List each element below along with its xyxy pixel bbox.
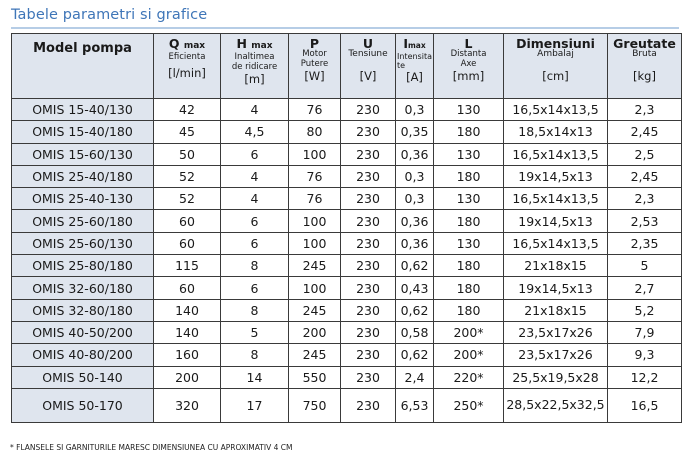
cell-model: OMIS 25-40-130 bbox=[12, 188, 154, 210]
table-body bbox=[12, 99, 682, 423]
cell-p: 100 bbox=[289, 232, 341, 254]
header-g-sub: Bruta bbox=[632, 49, 657, 59]
cell-l: 250* bbox=[434, 388, 504, 422]
cell-h: 6 bbox=[221, 210, 289, 232]
cell-l: 130 bbox=[434, 232, 504, 254]
parameters-table bbox=[11, 33, 682, 423]
cell-h: 17 bbox=[221, 388, 289, 422]
cell-g: 7,9 bbox=[608, 321, 682, 343]
cell-q: 160 bbox=[154, 344, 221, 366]
table-row bbox=[12, 99, 682, 121]
cell-p: 80 bbox=[289, 121, 341, 143]
header-i-unit: [A] bbox=[406, 70, 423, 84]
cell-model: OMIS 15-60/130 bbox=[12, 143, 154, 165]
header-l-sub1: Distanta bbox=[450, 49, 487, 59]
cell-g: 2,53 bbox=[608, 210, 682, 232]
header-u-unit: [V] bbox=[359, 68, 377, 83]
cell-q: 60 bbox=[154, 277, 221, 299]
header-u-sub: Tensiune bbox=[348, 49, 388, 59]
cell-q: 52 bbox=[154, 165, 221, 187]
table-row bbox=[12, 366, 682, 388]
cell-h: 4 bbox=[221, 99, 289, 121]
cell-l: 200* bbox=[434, 321, 504, 343]
cell-u: 230 bbox=[341, 255, 396, 277]
cell-p: 245 bbox=[289, 255, 341, 277]
cell-model: OMIS 40-80/200 bbox=[12, 344, 154, 366]
cell-dim: 16,5x14x13,5 bbox=[504, 232, 608, 254]
cell-dim: 16,5x14x13,5 bbox=[504, 188, 608, 210]
header-q bbox=[154, 34, 221, 99]
header-h-sub2: de ridicare bbox=[231, 61, 278, 72]
cell-dim: 16,5x14x13,5 bbox=[504, 143, 608, 165]
header-h-max: max bbox=[251, 41, 273, 51]
header-i bbox=[396, 34, 434, 99]
cell-dim: 25,5x19,5x28 bbox=[504, 366, 608, 388]
cell-i: 0,62 bbox=[396, 344, 434, 366]
cell-q: 60 bbox=[154, 210, 221, 232]
cell-l: 180 bbox=[434, 121, 504, 143]
header-q-main: Q bbox=[168, 36, 180, 51]
cell-i: 6,53 bbox=[396, 388, 434, 422]
header-p-sub1: Motor bbox=[302, 49, 327, 59]
cell-i: 2,4 bbox=[396, 366, 434, 388]
cell-q: 52 bbox=[154, 188, 221, 210]
cell-dim: 21x18x15 bbox=[504, 255, 608, 277]
cell-l: 180 bbox=[434, 277, 504, 299]
cell-i: 0,35 bbox=[396, 121, 434, 143]
cell-p: 200 bbox=[289, 321, 341, 343]
cell-p: 76 bbox=[289, 165, 341, 187]
header-q-max: max bbox=[183, 41, 206, 51]
header-model bbox=[12, 34, 154, 99]
cell-h: 4 bbox=[221, 165, 289, 187]
header-dim bbox=[504, 34, 608, 99]
cell-dim: 16,5x14x13,5 bbox=[504, 99, 608, 121]
cell-i: 0,58 bbox=[396, 321, 434, 343]
cell-h: 4 bbox=[221, 188, 289, 210]
cell-g: 2,7 bbox=[608, 277, 682, 299]
cell-i: 0,36 bbox=[396, 232, 434, 254]
header-h-main: H bbox=[236, 36, 247, 51]
cell-model: OMIS 15-40/130 bbox=[12, 99, 154, 121]
cell-g: 5,2 bbox=[608, 299, 682, 321]
cell-g: 2,35 bbox=[608, 232, 682, 254]
page-title: Tabele parametri si grafice bbox=[11, 7, 208, 23]
cell-model: OMIS 25-80/180 bbox=[12, 255, 154, 277]
cell-q: 140 bbox=[154, 299, 221, 321]
cell-g: 2,45 bbox=[608, 121, 682, 143]
header-dim-main: Dimensiuni bbox=[516, 36, 595, 51]
cell-u: 230 bbox=[341, 188, 396, 210]
cell-model: OMIS 50-170 bbox=[12, 388, 154, 422]
cell-l: 130 bbox=[434, 188, 504, 210]
table-row bbox=[12, 321, 682, 343]
cell-model: OMIS 40-50/200 bbox=[12, 321, 154, 343]
cell-l: 180 bbox=[434, 255, 504, 277]
cell-l: 180 bbox=[434, 165, 504, 187]
header-p-unit: [W] bbox=[304, 69, 325, 83]
header-h-unit: [m] bbox=[244, 72, 265, 86]
header-h bbox=[221, 34, 289, 99]
cell-p: 100 bbox=[289, 143, 341, 165]
cell-dim: 19x14,5x13 bbox=[504, 165, 608, 187]
cell-dim: 21x18x15 bbox=[504, 299, 608, 321]
cell-h: 6 bbox=[221, 143, 289, 165]
header-i-max: max bbox=[407, 41, 426, 50]
table-row bbox=[12, 388, 682, 422]
cell-i: 0,36 bbox=[396, 210, 434, 232]
header-p-main: P bbox=[309, 36, 320, 51]
cell-model: OMIS 32-60/180 bbox=[12, 277, 154, 299]
header-u bbox=[341, 34, 396, 99]
cell-p: 76 bbox=[289, 99, 341, 121]
cell-dim: 23,5x17x26 bbox=[504, 321, 608, 343]
cell-g: 5 bbox=[608, 255, 682, 277]
header-p-sub2: Putere bbox=[300, 58, 329, 69]
cell-h: 4,5 bbox=[221, 121, 289, 143]
cell-p: 750 bbox=[289, 388, 341, 422]
title-underline bbox=[11, 27, 679, 29]
cell-g: 2,45 bbox=[608, 165, 682, 187]
cell-p: 550 bbox=[289, 366, 341, 388]
header-q-sub: Eficienta bbox=[168, 52, 206, 62]
cell-g: 12,2 bbox=[608, 366, 682, 388]
cell-l: 220* bbox=[434, 366, 504, 388]
cell-i: 0,3 bbox=[396, 188, 434, 210]
cell-u: 230 bbox=[341, 366, 396, 388]
cell-dim: 19x14,5x13 bbox=[504, 277, 608, 299]
cell-i: 0,62 bbox=[396, 299, 434, 321]
cell-dim: 18,5x14x13 bbox=[504, 121, 608, 143]
header-model-label: Model pompa bbox=[33, 41, 132, 56]
cell-h: 8 bbox=[221, 299, 289, 321]
table-row bbox=[12, 121, 682, 143]
cell-p: 245 bbox=[289, 299, 341, 321]
header-g bbox=[608, 34, 682, 99]
cell-g: 2,5 bbox=[608, 143, 682, 165]
cell-g: 2,3 bbox=[608, 99, 682, 121]
cell-u: 230 bbox=[341, 210, 396, 232]
cell-q: 45 bbox=[154, 121, 221, 143]
header-dim-sub: Ambalaj bbox=[537, 49, 574, 59]
table-row bbox=[12, 344, 682, 366]
header-l-sub2: Axe bbox=[460, 58, 477, 69]
cell-q: 140 bbox=[154, 321, 221, 343]
cell-l: 200* bbox=[434, 344, 504, 366]
cell-h: 14 bbox=[221, 366, 289, 388]
cell-p: 100 bbox=[289, 210, 341, 232]
header-dim-unit: [cm] bbox=[542, 68, 569, 83]
table-row bbox=[12, 299, 682, 321]
cell-u: 230 bbox=[341, 277, 396, 299]
cell-p: 76 bbox=[289, 188, 341, 210]
cell-l: 130 bbox=[434, 143, 504, 165]
header-h-sub1: Inaltimea bbox=[234, 52, 275, 62]
cell-u: 230 bbox=[341, 232, 396, 254]
cell-h: 5 bbox=[221, 321, 289, 343]
cell-i: 0,3 bbox=[396, 165, 434, 187]
table-row bbox=[12, 277, 682, 299]
table-header-row bbox=[12, 34, 682, 99]
cell-i: 0,43 bbox=[396, 277, 434, 299]
header-g-unit: [kg] bbox=[633, 68, 656, 83]
cell-i: 0,62 bbox=[396, 255, 434, 277]
cell-q: 320 bbox=[154, 388, 221, 422]
table-row bbox=[12, 210, 682, 232]
header-i-main: I bbox=[403, 36, 408, 51]
table-row bbox=[12, 165, 682, 187]
cell-l: 180 bbox=[434, 210, 504, 232]
cell-u: 230 bbox=[341, 344, 396, 366]
cell-l: 130 bbox=[434, 99, 504, 121]
table-row bbox=[12, 143, 682, 165]
cell-h: 6 bbox=[221, 277, 289, 299]
cell-q: 42 bbox=[154, 99, 221, 121]
cell-u: 230 bbox=[341, 388, 396, 422]
cell-i: 0,3 bbox=[396, 99, 434, 121]
cell-u: 230 bbox=[341, 321, 396, 343]
footnote: * FLANSELE SI GARNITURILE MARESC DIMENSIUNEA CU APROXIMATIV 4 CM bbox=[10, 443, 293, 452]
cell-q: 60 bbox=[154, 232, 221, 254]
cell-p: 100 bbox=[289, 277, 341, 299]
cell-u: 230 bbox=[341, 143, 396, 165]
header-u-main: U bbox=[362, 36, 374, 51]
cell-g: 2,3 bbox=[608, 188, 682, 210]
cell-model: OMIS 15-40/180 bbox=[12, 121, 154, 143]
table-row bbox=[12, 255, 682, 277]
cell-g: 16,5 bbox=[608, 388, 682, 422]
cell-h: 8 bbox=[221, 255, 289, 277]
header-l bbox=[434, 34, 504, 99]
cell-i: 0,36 bbox=[396, 143, 434, 165]
cell-q: 50 bbox=[154, 143, 221, 165]
table-row bbox=[12, 188, 682, 210]
header-l-unit: [mm] bbox=[452, 69, 485, 83]
header-i-sub1: Intensita bbox=[397, 52, 432, 61]
table-row bbox=[12, 232, 682, 254]
header-g-main: Greutate bbox=[613, 36, 676, 51]
cell-p: 245 bbox=[289, 344, 341, 366]
cell-model: OMIS 25-40/180 bbox=[12, 165, 154, 187]
cell-q: 115 bbox=[154, 255, 221, 277]
cell-model: OMIS 25-60/180 bbox=[12, 210, 154, 232]
header-q-unit: [l/min] bbox=[168, 65, 206, 80]
cell-u: 230 bbox=[341, 299, 396, 321]
cell-dim: 19x14,5x13 bbox=[504, 210, 608, 232]
cell-u: 230 bbox=[341, 121, 396, 143]
cell-q: 200 bbox=[154, 366, 221, 388]
cell-model: OMIS 25-60/130 bbox=[12, 232, 154, 254]
cell-h: 6 bbox=[221, 232, 289, 254]
cell-dim: 28,5x22,5x32,5 bbox=[504, 388, 608, 422]
cell-model: OMIS 32-80/180 bbox=[12, 299, 154, 321]
cell-g: 9,3 bbox=[608, 344, 682, 366]
header-i-sub2: te bbox=[397, 61, 406, 70]
cell-dim: 23,5x17x26 bbox=[504, 344, 608, 366]
cell-l: 180 bbox=[434, 299, 504, 321]
cell-h: 8 bbox=[221, 344, 289, 366]
header-l-main: L bbox=[464, 36, 473, 51]
cell-u: 230 bbox=[341, 99, 396, 121]
header-p bbox=[289, 34, 341, 99]
cell-model: OMIS 50-140 bbox=[12, 366, 154, 388]
cell-u: 230 bbox=[341, 165, 396, 187]
